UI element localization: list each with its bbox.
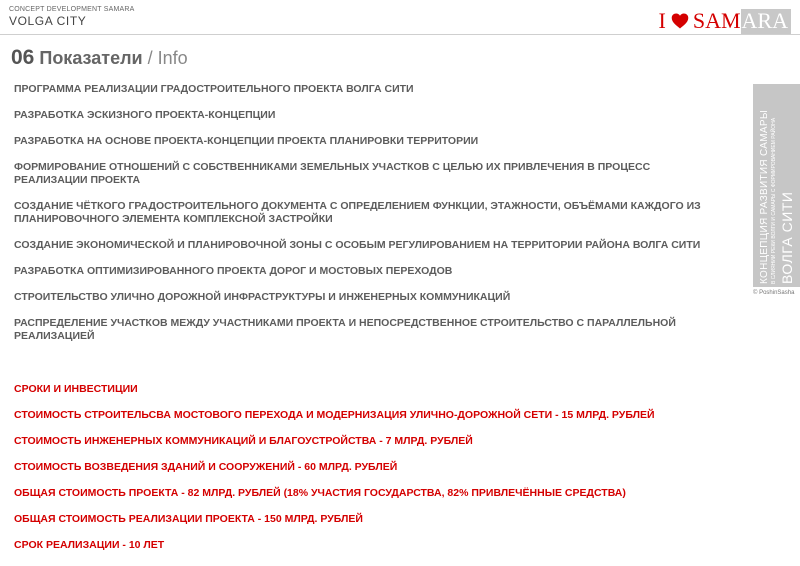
investment-item: СРОК РЕАЛИЗАЦИИ - 10 ЛЕТ	[14, 539, 165, 551]
brand-tagline: CONCEPT DEVELOPMENT SAMARA	[9, 6, 135, 13]
program-list	[14, 83, 704, 356]
i-love-samara-logo	[659, 8, 791, 34]
investment-item: СТОИМОСТЬ СТРОИТЕЛЬСВА МОСТОВОГО ПЕРЕХОДА И МОДЕРНИЗАЦИЯ УЛИЧНО-ДОРОЖНОЙ СЕТИ - 15 МЛРД. РУБЛЕЙ	[14, 409, 655, 421]
sidebar-project-name: ВОЛГА СИТИ	[779, 191, 795, 284]
title-ru: Показатели	[39, 48, 143, 68]
investment-item: СТОИМОСТЬ ИНЖЕНЕРНЫХ КОММУНИКАЦИЙ И БЛАГОУСТРОЙСТВА - 7 МЛРД. РУБЛЕЙ	[14, 435, 473, 447]
list-item: РАЗРАБОТКА ОПТИМИЗИРОВАННОГО ПРОЕКТА ДОРОГ И МОСТОВЫХ ПЕРЕХОДОВ	[14, 265, 453, 277]
investment-list	[14, 383, 714, 565]
header-divider	[0, 34, 800, 35]
project-sidebar	[753, 84, 800, 287]
list-item: ФОРМИРОВАНИЕ ОТНОШЕНИЙ С СОБСТВЕННИКАМИ ЗЕМЕЛЬНЫХ УЧАСТКОВ С ЦЕЛЬЮ ИХ ПРИВЛЕЧЕНИЯ В ПРОЦЕСС РЕАЛИЗАЦИИ ПРОЕКТА	[14, 161, 651, 186]
list-item: РАСПРЕДЕЛЕНИЕ УЧАСТКОВ МЕЖДУ УЧАСТНИКАМИ ПРОЕКТА И НЕПОСРЕДСТВЕННОЕ СТРОИТЕЛЬСТВО С ПАРАЛЛЕЛЬНОЙ РЕАЛИЗАЦИЕЙ	[14, 317, 676, 342]
list-item: РАЗРАБОТКА НА ОСНОВЕ ПРОЕКТА-КОНЦЕПЦИИ ПРОЕКТА ПЛАНИРОВКИ ТЕРРИТОРИИ	[14, 135, 479, 147]
sidebar-concept-title: КОНЦЕПЦИЯ РАЗВИТИЯ САМАРЫ	[759, 110, 770, 284]
logo-sam: SAM	[692, 8, 741, 33]
sidebar-subtitle: В СЛИЯНИИ РЕКИ ВОЛГИ И САМАРЫ С ФОРМИРОВАНИЕМ РАЙОНА	[771, 117, 777, 284]
list-item: РАЗРАБОТКА ЭСКИЗНОГО ПРОЕКТА-КОНЦЕПЦИИ	[14, 109, 276, 121]
list-item: СТРОИТЕЛЬСТВО УЛИЧНО ДОРОЖНОЙ ИНФРАСТРУКТУРЫ И ИНЖЕНЕРНЫХ КОММУНИКАЦИЙ	[14, 291, 511, 303]
list-item: СОЗДАНИЕ ЧЁТКОГО ГРАДОСТРОИТЕЛЬНОГО ДОКУМЕНТА С ОПРЕДЕЛЕНИЕМ ФУНКЦИИ, ЭТАЖНОСТИ, ОБЪЁМАМИ КАЖДОГО ИЗ ПЛАНИРОВОЧНОГО ЭЛЕМЕНТА КОМПЛЕКСНОЙ ЗАСТРОЙКИ	[14, 200, 701, 225]
investment-item: ОБЩАЯ СТОИМОСТЬ РЕАЛИЗАЦИИ ПРОЕКТА - 150 МЛРД. РУБЛЕЙ	[14, 513, 363, 525]
title-en: Info	[157, 48, 188, 68]
author-credit: © PoshinSasha	[753, 290, 795, 296]
investment-item: СТОИМОСТЬ ВОЗВЕДЕНИЯ ЗДАНИЙ И СООРУЖЕНИЙ - 60 МЛРД. РУБЛЕЙ	[14, 461, 398, 473]
brand-name: VOLGA CITY	[9, 14, 87, 28]
title-separator: /	[147, 48, 153, 68]
page-title	[11, 47, 188, 68]
list-item: ПРОГРАММА РЕАЛИЗАЦИИ ГРАДОСТРОИТЕЛЬНОГО ПРОЕКТА ВОЛГА СИТИ	[14, 83, 414, 95]
investment-item: ОБЩАЯ СТОИМОСТЬ ПРОЕКТА - 82 МЛРД. РУБЛЕЙ (18% УЧАСТИЯ ГОСУДАРСТВА, 82% ПРИВЛЕЧЁННЫЕ СРЕДСТВА)	[14, 487, 626, 499]
list-item: СОЗДАНИЕ ЭКОНОМИЧЕСКОЙ И ПЛАНИРОВОЧНОЙ ЗОНЫ С ОСОБЫМ РЕГУЛИРОВАНИЕМ НА ТЕРРИТОРИИ РАЙОНА ВОЛГА СИТИ	[14, 239, 701, 251]
investment-heading: СРОКИ И ИНВЕСТИЦИИ	[14, 383, 138, 395]
logo-i: I	[658, 8, 666, 33]
heart-icon	[671, 13, 689, 29]
logo-ara: ARA	[741, 9, 791, 34]
section-number: 06	[11, 46, 35, 69]
